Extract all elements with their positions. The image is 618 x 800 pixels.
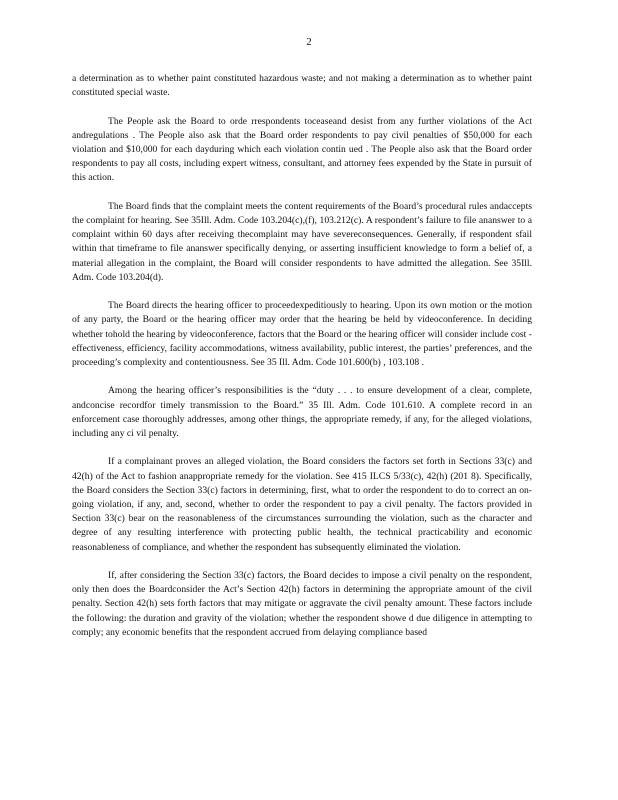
paragraph-continuation: a determination as to whether paint constituted hazardous waste; and not making a determination as to whether paint constituted special waste. [72, 73, 532, 99]
paragraph-complaint-accepted: The Board finds that the complaint meets the content requirements of the Board’s procedural rules andaccepts the complaint for hearing. See 35Ill. Adm. Code 103.204(c),(f), 103.212(c). A respondent’s failure to file ananswer to a complaint within 60 days after receiving thecomplaint may have severeconsequences. Generally, if respondent sfail within that timeframe to file ananswer specifically denying, or asserting insufficient knowledge to form a belief of, a material allegation in the complaint, the Board will consider respondents to have admitted the allegation. See 35Ill. Adm. Code 103.204(d). [72, 200, 532, 283]
paragraph-hearing-officer-duties: Among the hearing officer’s responsibilities is the “duty . . . to ensure development of a clear, complete, andconcise recordfor timely transmission to the Board.” 35 Ill. Adm. Code 101.610. A complete record in an enforcement case thoroughly addresses, among other things, the appropriate remedy, if any, for the alleged violations, including any ci vil penalty. [72, 385, 532, 440]
paragraph-section-42h: If, after considering the Section 33(c) factors, the Board decides to impose a civil penalty on the respondent, only then does the Boardconsider the Act’s Section 42(h) factors in determining the appropriate amount of the civil penalty. Section 42(h) sets forth factors that may mitigate or aggravate the civil penalty amount. These factors include the following: the duration and gravity of the violation; whether the respondent showe d due diligence in attempting to comply; any economic benefits that the respondent accrued from delaying compliance based [72, 570, 532, 638]
paragraph-hearing-directive: The Board directs the hearing officer to proceedexpeditiously to hearing. Upon its own motion or the motion of any party, the Board or the hearing officer may order that the hearing be held by videoconference. In deciding whether tohold the hearing by videoconference, factors that the Board or the hearing officer will consider include cost -effectiveness, efficiency, facility accommodations, witness availability, public interest, the parties’ preferences, and the proceeding’s complexity and contentiousness. See 35 Ill. Adm. Code 101.600(b) , 103.108 . [72, 300, 532, 369]
paragraph-section-33c: If a complainant proves an alleged violation, the Board considers the factors set forth in Sections 33(c) and 42(h) of the Act to fashion anappropriate remedy for the violation. See 415 ILCS 5/33(c), 42(h) (201 8). Specifically, the Board considers the Section 33(c) factors in determining, first, what to order the respondent to do to correct an on-going violation, if any, and, second, whether to order the respondent to pay a civil penalty. The factors provided in Section 33(c) bear on the reasonableness of the circumstances surrounding the violation, such as the character and degree of any resulting interference with protecting public health, the technical practicability and economic reasonableness of compliance, and whether the respondent has subsequently eliminated the violation. [72, 456, 532, 553]
page-number: 2 [306, 36, 312, 48]
document-body [72, 72, 532, 654]
paragraph-people-request: The People ask the Board to orde rrespondents toceaseand desist from any further violations of the Act andregulations . The People also ask that the Board order respondents to pay civil penalties of $50,000 for each violation and $10,000 for each dayduring which each violation contin ued . The People also ask that the Board order respondents to pay all costs, including expert witness, consultant, and attorney fees expended by the State in pursuit of this action. [72, 115, 532, 184]
